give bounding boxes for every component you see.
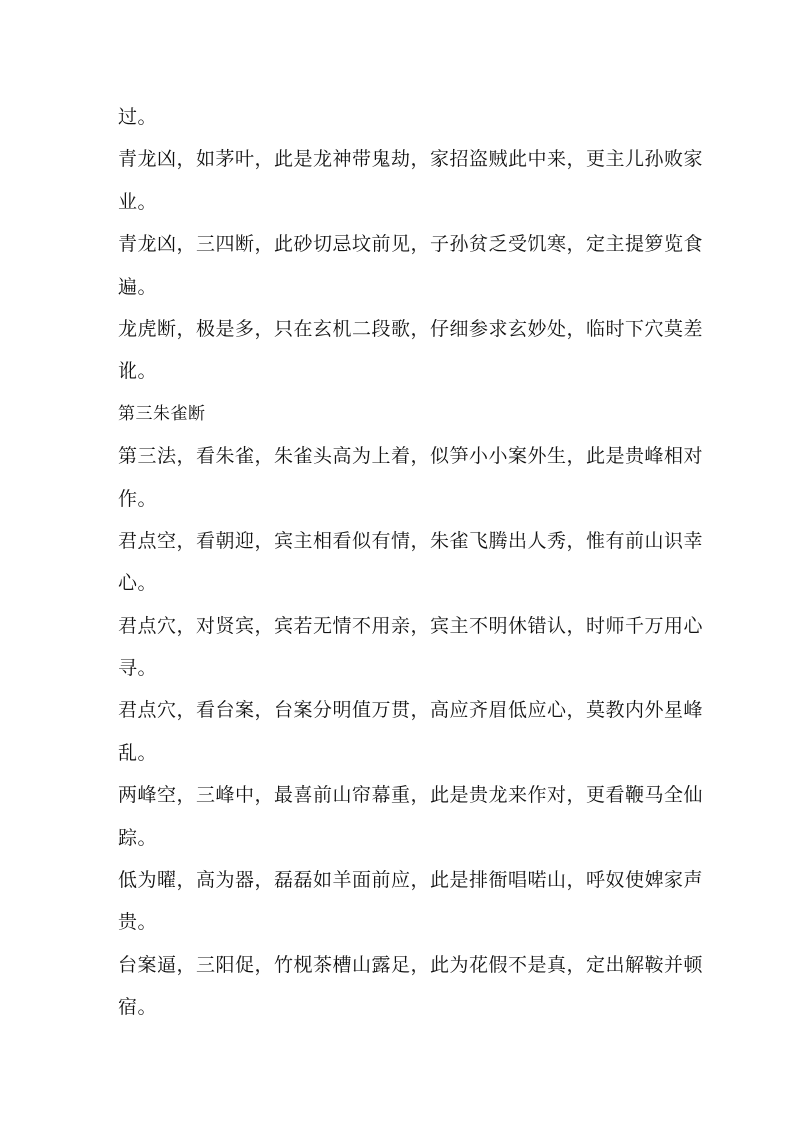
text-line: 低为曜，高为器，磊磊如羊面前应，此是排衙唱喏山，呼奴使婢家声 (118, 869, 704, 892)
text-line: 过。 (118, 106, 158, 128)
text-line: 第三法，看朱雀，朱雀头高为上着，似笋小小案外生，此是贵峰相对 (118, 445, 704, 468)
text-line: 龙虎断，极是多，只在玄机二段歌，仔细参求玄妙处，临时下穴莫差 (118, 317, 704, 340)
text-line: 君点穴，对贤宾，宾若无情不用亲，宾主不明休错认，时师千万用心 (118, 614, 704, 637)
section-heading: 第三朱雀断 (118, 403, 206, 424)
text-line: 青龙凶，如茅叶，此是龙神带鬼劫，家招盗贼此中来，更主儿孙败家 (118, 148, 704, 171)
text-line: 踪。 (118, 826, 158, 849)
text-line: 乱。 (118, 741, 158, 764)
document-body (118, 96, 704, 1029)
text-line: 君点穴，看台案，台案分明值万贯，高应齐眉低应心，莫教内外星峰 (118, 699, 704, 722)
text-line: 业。 (118, 190, 158, 213)
text-line: 心。 (118, 572, 158, 595)
text-line: 讹。 (118, 360, 158, 383)
text-line: 青龙凶，三四断，此砂切忌坟前见，子孙贫乏受饥寒，定主提箩览食 (118, 233, 704, 256)
text-line: 寻。 (118, 657, 158, 680)
text-line: 君点空，看朝迎，宾主相看似有情，朱雀飞腾出人秀，惟有前山识幸 (118, 529, 704, 552)
text-line: 两峰空，三峰中，最喜前山帘幕重，此是贵龙来作对，更看鞭马全仙 (118, 784, 704, 807)
text-line: 作。 (118, 487, 158, 510)
text-line: 遍。 (118, 275, 158, 298)
text-line: 宿。 (118, 996, 158, 1019)
text-line: 台案逼，三阳促，竹枧茶槽山露足，此为花假不是真，定出解鞍并顿 (118, 953, 704, 976)
text-line: 贵。 (118, 911, 158, 934)
